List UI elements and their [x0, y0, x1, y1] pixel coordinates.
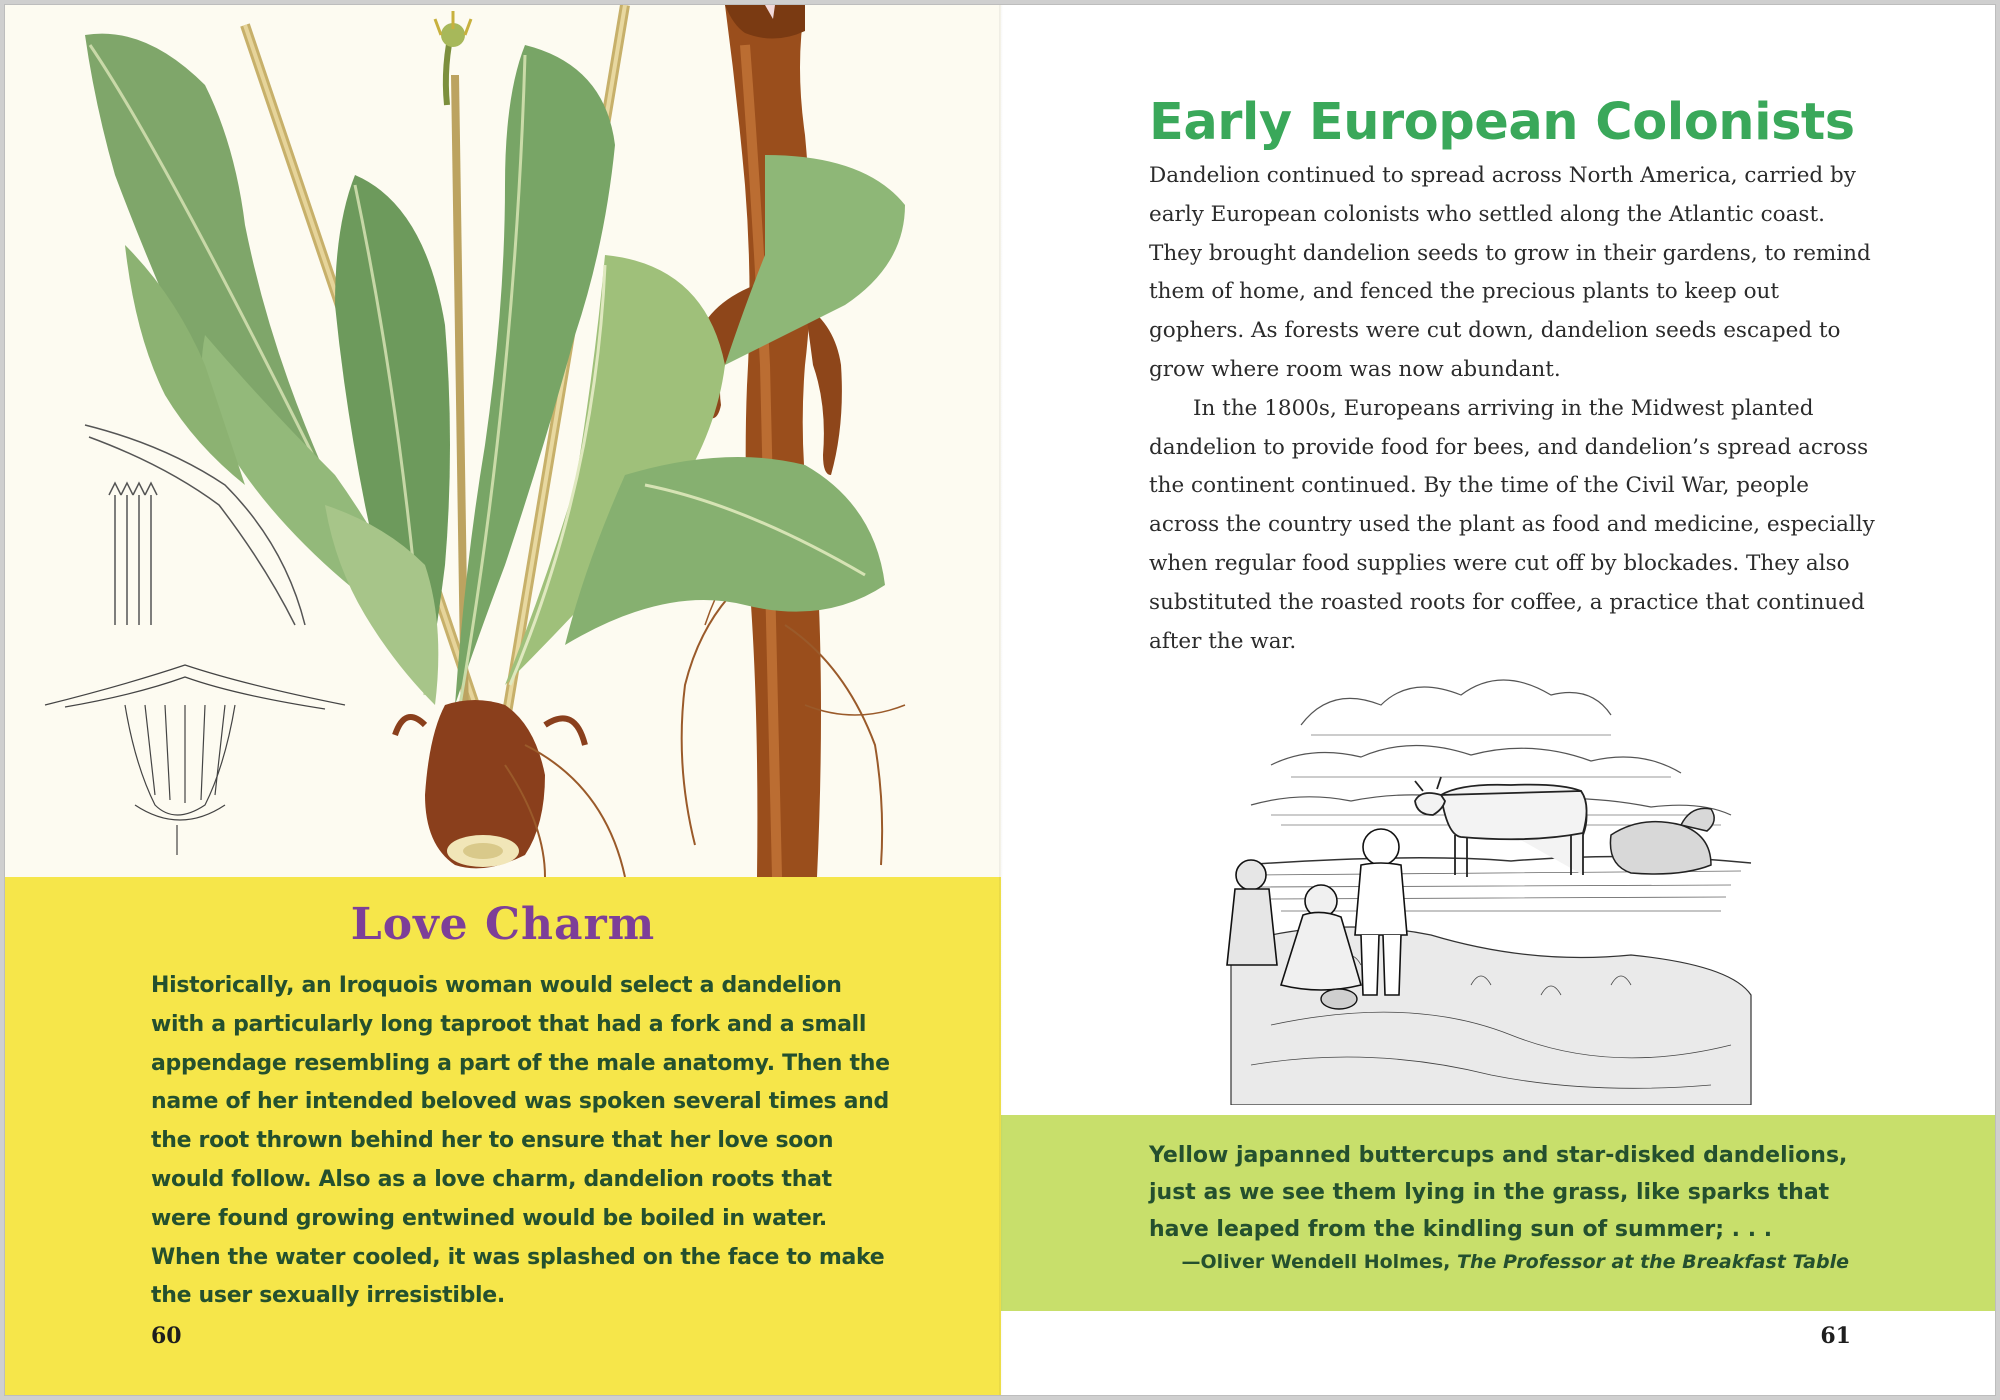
paragraph-2: In the 1800s, Europeans arriving in the Midwest planted dandelion to provide food for bees, and dandelion’s spread across the continent continued. By the time of the Civil War, people across the country used the plant as food and medicine, especially when regular food supplies were cut off by blockades. They also substituted the roasted roots for coffee, a practice that continued after the war.: [1149, 395, 1875, 654]
sidebar-body: Historically, an Iroquois woman would select a dandelion with a particularly long taproot that had a fork and a small appendage resembling a part of the male anatomy. Then the name of her intended beloved was spoken several times and the root thrown behind her to ensure that her love soon would follow. Also as a love charm, dandelion roots that were found growing entwined would be boiled in water. When the water cooled, it was splashed on the face to make the user sexually irresistible.: [151, 973, 890, 1309]
quote-work-title: The Professor at the Breakfast Table: [1456, 1251, 1849, 1273]
engraving-children-and-cows: [1211, 665, 1766, 1105]
quote-author: —Oliver Wendell Holmes,: [1181, 1251, 1457, 1273]
page-number-right: 61: [1820, 1323, 1851, 1349]
gutter: [999, 5, 1003, 1396]
botanical-dandelion-illustration: [5, 5, 1001, 877]
section-body: [1149, 157, 1879, 661]
sidebar-title: Love Charm: [350, 899, 656, 950]
section-heading: Early European Colonists: [1149, 93, 1855, 152]
quote-box: [1001, 1115, 1996, 1311]
book-spread: [4, 4, 1996, 1396]
page-number-left: 60: [151, 1323, 182, 1349]
quote-text: Yellow japanned buttercups and star-disked dandelions, just as we see them lying in the grass, like sparks that have leaped from the kindling sun of summer; . . .: [1149, 1143, 1848, 1242]
love-charm-sidebar: [5, 877, 1001, 1396]
right-page: [1001, 5, 1996, 1396]
left-page: [5, 5, 1001, 1396]
paragraph-1: Dandelion continued to spread across North America, carried by early European colonists who settled along the Atlantic coast. They brought dandelion seeds to grow in their gardens, to remind them of home, and fenced the precious plants to keep out gophers. As forests were cut down, dandelion seeds escaped to grow where room was now abundant.: [1149, 163, 1871, 382]
quote-attribution: [1181, 1251, 1849, 1273]
